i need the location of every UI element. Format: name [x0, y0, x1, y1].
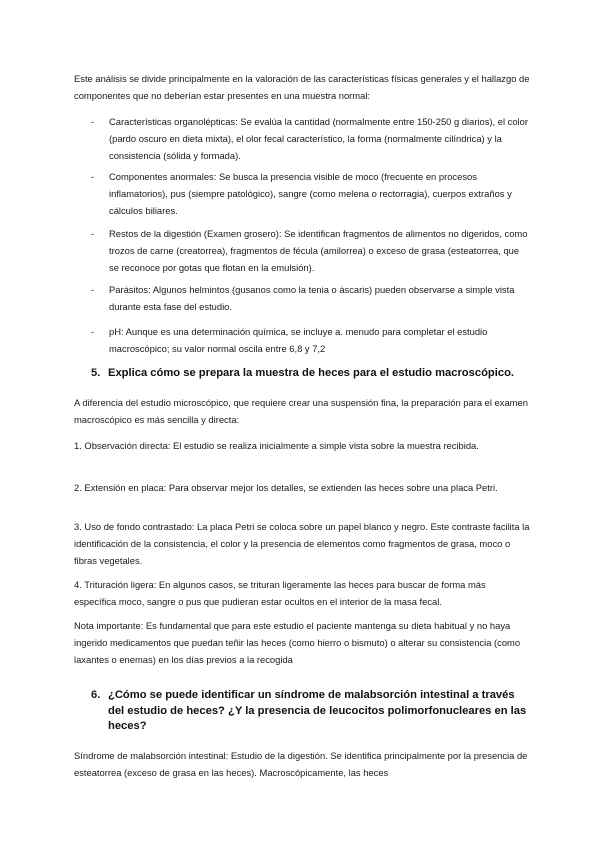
section-5-step-1: 1. Observación directa: El estudio se realiza inicialmente a simple vista sobre la muestra recibida.	[74, 440, 479, 451]
section-5-step-3: 3. Uso de fondo contrastado: La placa Petri se coloca sobre un papel blanco y negro. Este contraste facilita la identificación de la consistencia, el color y la presencia de elementos como fragmentos de grasa, moco o fibras vegetales.	[74, 521, 530, 567]
bullet-componentes-anormales: Componentes anormales: Se busca la presencia visible de moco (frecuente en procesos inflamatorios), pus (siempre patológico), sangre (como melena o rectorragia), cuerpos extraños y cálculos biliares.	[109, 171, 512, 217]
section-5-note: Nota importante: Es fundamental que para este estudio el paciente mantenga su dieta habitual y no haya ingerido medicamentos que puedan teñir las heces (como hierro o bismuto) o alterar su consistencia (como laxantes o enemas) en los días previos a la recogida	[74, 620, 521, 666]
bullet-ph: pH: Aunque es una determinación química, se incluye a. menudo para completar el estudio macroscópico; su valor normal oscila entre 6,8 y 7,2	[109, 326, 488, 355]
section-5-step-4: 4. Trituración ligera: En algunos casos, se trituran ligeramente las heces para buscar de forma más específica moco, sangre o pus que pudieran estar ocultos en el interior de la masa fecal.	[74, 579, 486, 608]
section-6-heading: ¿Cómo se puede identificar un síndrome de malabsorción intestinal a través del estudio de heces? ¿Y la presencia de leucocitos polimorfonucleares en las heces?	[108, 689, 527, 732]
section-6-paragraph: Síndrome de malabsorción intestinal: Estudio de la digestión. Se identifica principalmente por la presencia de esteatorrea (exceso de grasa en las heces). Macroscópicamente, las heces	[74, 750, 528, 779]
section-5-heading: Explica cómo se prepara la muestra de heces para el estudio macroscópico.	[108, 367, 515, 379]
bullet-parasitos: Parásitos: Algunos helmintos (gusanos como la tenia o áscaris) pueden observarse a simple vista durante esta fase del estudio.	[109, 284, 515, 313]
section-5-step-2: 2. Extensión en placa: Para observar mejor los detalles, se extienden las heces sobre una placa Petri.	[74, 482, 498, 493]
section-5-number: 5.	[91, 367, 101, 379]
intro-paragraph: Este análisis se divide principalmente en la valoración de las características físicas generales y el hallazgo de componentes que no deberían estar presentes en una muestra normal:	[74, 73, 530, 102]
bullet-marker: -	[91, 116, 95, 127]
bullet-restos-digestion: Restos de la digestión (Examen grosero): Se identifican fragmentos de alimentos no digeridos, como trozos de carne (creatorrea), fragmentos de fécula (amilorrea) o exceso de grasa (esteatorrea, que se reconoce por gotas que flotan en la emulsión).	[109, 228, 528, 274]
section-5-intro: A diferencia del estudio microscópico, que requiere crear una suspensión fina, la preparación para el examen macroscópico es más sencilla y directa:	[74, 397, 528, 426]
bullet-marker: -	[91, 326, 95, 337]
bullet-marker: -	[91, 284, 95, 295]
bullet-organolepticas: Características organolépticas: Se evalúa la cantidad (normalmente entre 150-250 g diarios), el color (pardo oscuro en dieta mixta), el olor fecal característico, la forma (normalmente cilíndrica) y la consistencia (sólida y formada).	[109, 116, 528, 162]
bullet-marker: -	[91, 228, 95, 239]
bullet-marker: -	[91, 171, 95, 182]
section-6-number: 6.	[91, 689, 101, 701]
